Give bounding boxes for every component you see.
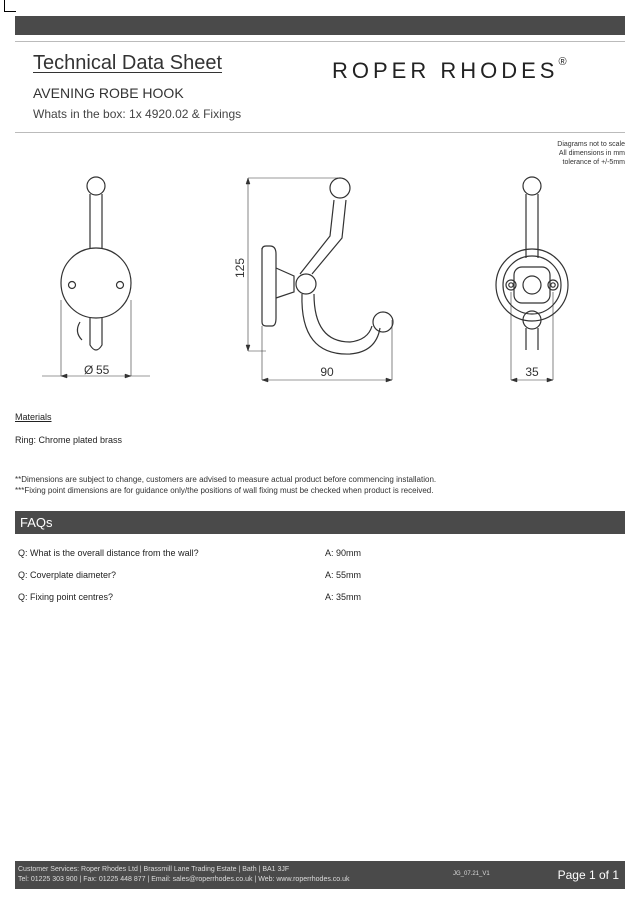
faq-question: Q: Coverplate diameter? — [18, 570, 117, 580]
brand-name: ROPER RHODES — [332, 58, 559, 83]
dimension-height: 125 — [233, 257, 247, 279]
scale-note-line: tolerance of +/-5mm — [562, 159, 625, 166]
brand-logo — [332, 58, 567, 84]
faq-question: Q: What is the overall distance from the wall? — [18, 548, 199, 558]
footer-contacts: Tel: 01225 303 900 | Fax: 01225 448 877 | Email: sales@roperrhodes.co.uk | Web: www.roperrhodes.co.uk — [18, 876, 350, 883]
technical-drawing — [0, 160, 640, 390]
page-number: Page 1 of 1 — [557, 868, 619, 882]
disclaimer — [15, 474, 436, 496]
top-banner — [15, 16, 625, 35]
dimension-projection: 90 — [320, 365, 334, 379]
crop-mark-horizontal — [4, 11, 16, 12]
dimension-fixing: 35 — [525, 365, 539, 379]
header-rule — [15, 41, 625, 42]
materials-ring: Ring: Chrome plated brass — [15, 435, 123, 445]
product-name: AVENING ROBE HOOK — [33, 85, 184, 101]
disclaimer-dimensions: **Dimensions are subject to change, customers are advised to measure actual product before commencing installation. — [15, 475, 437, 484]
faq-answer: A: 90mm — [325, 548, 362, 558]
scale-note-line: Diagrams not to scale — [557, 141, 625, 148]
dimension-diameter: 55 — [96, 363, 110, 377]
footer — [15, 861, 625, 889]
faq-header — [15, 511, 625, 534]
scale-note-line: All dimensions in mm — [558, 150, 625, 157]
registered-mark: ® — [558, 56, 567, 68]
disclaimer-fixing: ***Fixing point dimensions are for guidance only/the positions of wall fixing must be checked when product is received. — [15, 486, 434, 495]
box-contents: Whats in the box: 1x 4920.02 & Fixings — [33, 107, 242, 121]
materials-heading: Materials — [15, 412, 52, 422]
document-reference: JG_07.21_V1 — [453, 871, 490, 877]
footer-address: Customer Services: Roper Rhodes Ltd | Brassmill Lane Trading Estate | Bath | BA1 3JF — [18, 866, 290, 873]
faq-answer: A: 55mm — [325, 570, 362, 580]
faq-question: Q: Fixing point centres? — [18, 592, 114, 602]
rear-view — [496, 177, 568, 382]
section-rule — [15, 132, 625, 133]
side-view — [246, 178, 393, 382]
page-title: Technical Data Sheet — [33, 52, 223, 74]
faq-answer: A: 35mm — [325, 592, 362, 602]
front-view — [42, 177, 150, 378]
faq-title: FAQs — [20, 515, 53, 530]
diameter-symbol: Ø — [84, 363, 94, 377]
